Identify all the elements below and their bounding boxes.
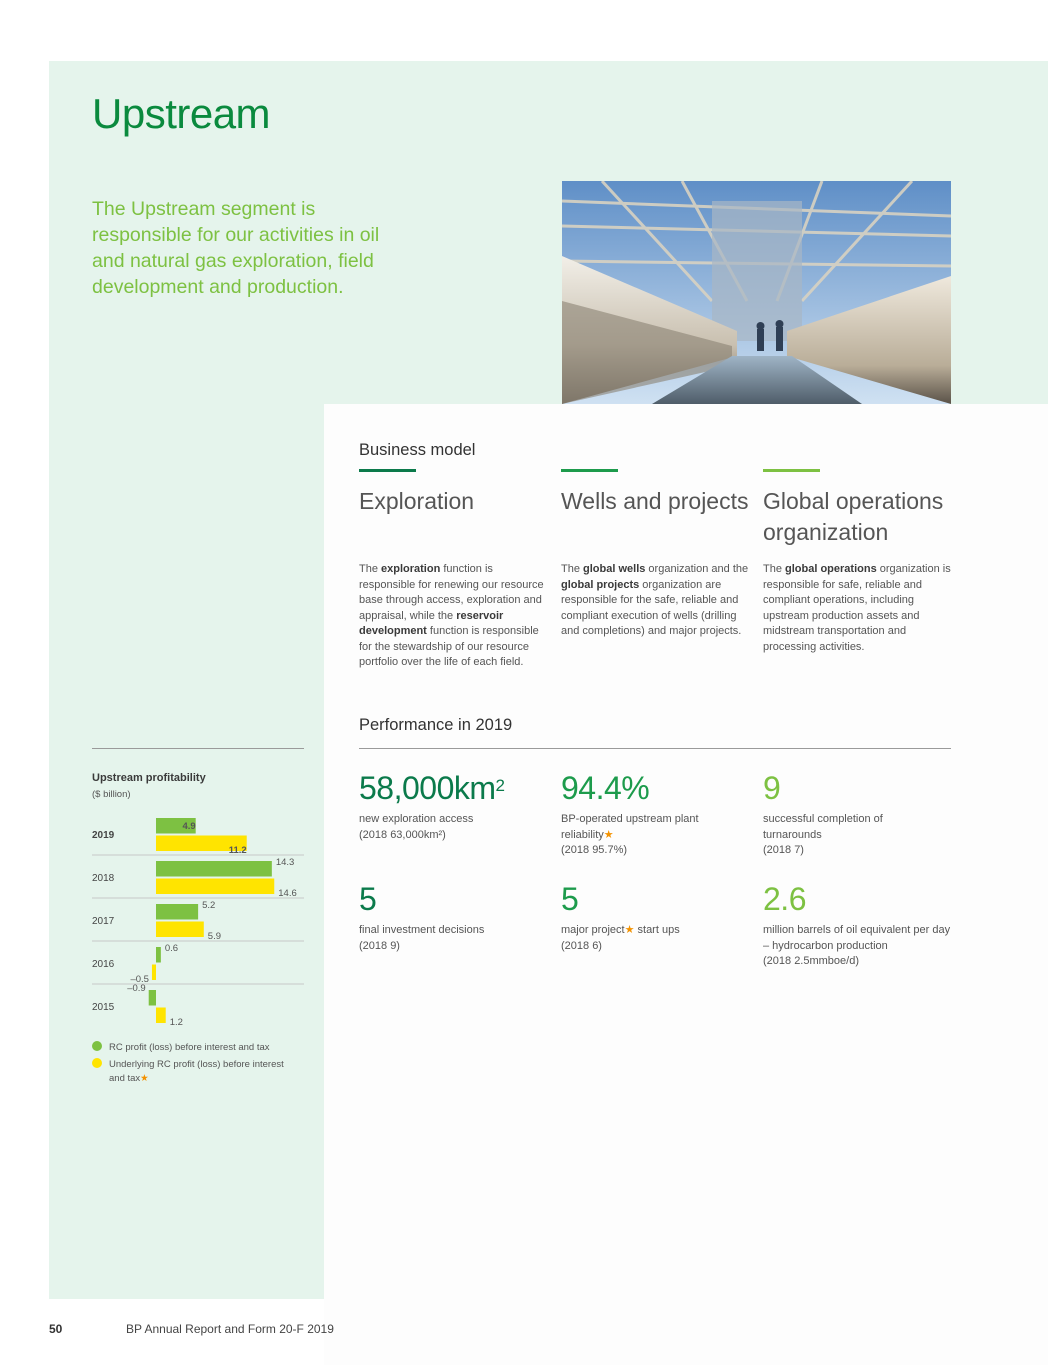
performance-heading: Performance in 2019 — [359, 716, 513, 734]
value-label: 5.2 — [202, 900, 216, 911]
kpi-label: BP-operated upstream plant reliability — [561, 813, 699, 841]
bar-underlying-rc-profit — [156, 879, 274, 895]
kpi-superscript: 2 — [495, 776, 505, 795]
category-label: 2018 — [92, 873, 115, 884]
category-label: 2016 — [92, 959, 115, 970]
column-text — [359, 562, 549, 671]
value-label: 5.9 — [207, 931, 222, 942]
text-run: organization are responsible for the safe, reliable and compliant execution of wells (drilling and completions) and major projects. — [561, 578, 742, 637]
kpi-value: 58,000km — [359, 770, 496, 806]
page-number: 50 — [49, 1322, 63, 1336]
kpi-label: new exploration access — [359, 813, 474, 825]
text-run: function is responsible for renewing our resource base through access, exploration and appraisal, while the — [359, 563, 544, 622]
chart-top-divider — [92, 748, 304, 749]
text-run: organization is responsible for safe, reliable and compliant operations, including upstream production assets and midstream transportation and processing activities. — [763, 563, 951, 653]
legend-label: Underlying RC profit (loss) before interest and tax — [109, 1059, 284, 1084]
bar-underlying-rc-profit — [152, 965, 156, 981]
kpi-comparison: (2018 63,000km²) — [359, 828, 446, 841]
kpi-exploration-access — [359, 770, 549, 843]
category-label: 2017 — [92, 916, 115, 927]
business-model-heading: Business model — [359, 441, 476, 459]
text-run: function is responsible for the stewardship of our resource portfolio over the life of each field. — [359, 625, 539, 668]
bold-term: global operations — [785, 563, 877, 575]
bold-term: exploration — [381, 563, 441, 575]
kpi-label: million barrels of oil equivalent per day – hydrocarbon production — [763, 924, 951, 952]
star-icon: ★ — [140, 1073, 149, 1084]
kpi-value: 9 — [763, 770, 781, 806]
kpi-value: 5 — [561, 881, 579, 917]
intro-text: The Upstream segment is responsible for our activities in oil and natural gas exploration, field development and production. — [92, 198, 380, 298]
category-label: 2015 — [92, 1002, 115, 1013]
column-title: Exploration — [359, 488, 475, 514]
bar-rc-profit — [156, 904, 198, 920]
kpi-label: successful completion of turnarounds — [763, 813, 883, 841]
legend-item-underlying-rc-profit — [92, 1058, 289, 1086]
kpi-value: 2.6 — [763, 881, 806, 917]
star-icon: ★ — [603, 828, 614, 841]
bold-term: reservoir development — [359, 609, 504, 637]
bold-term: global projects — [561, 578, 640, 591]
value-label: 11.2 — [228, 845, 247, 856]
page-title: Upstream — [92, 90, 271, 137]
chart-subtitle: ($ billion) — [92, 789, 131, 800]
kpi-plant-reliability — [561, 770, 751, 859]
kpi-project-startups — [561, 881, 751, 954]
value-label: 4.9 — [182, 821, 196, 832]
kpi-comparison: (2018 7) — [763, 844, 804, 856]
bar-underlying-rc-profit — [156, 1008, 166, 1024]
business-model-column-operations — [763, 469, 953, 655]
bold-term: global wells — [583, 563, 646, 575]
kpi-turnarounds — [763, 770, 953, 859]
value-label: 0.6 — [164, 943, 179, 954]
column-title: Wells and projects — [561, 488, 749, 514]
text-run: organization and the — [645, 563, 749, 575]
industrial-pipes-photo — [562, 181, 951, 404]
kpi-comparison: (2018 2.5mmboe/d) — [763, 955, 859, 967]
value-label: 1.2 — [169, 1017, 183, 1028]
kpi-label: final investment decisions — [359, 924, 485, 936]
text-run: The — [763, 563, 786, 575]
kpi-label-start: major project — [561, 924, 625, 936]
star-icon: ★ — [624, 924, 635, 936]
kpi-value: 94.4% — [561, 770, 650, 806]
kpi-label-end: start ups — [634, 924, 680, 936]
bar-rc-profit — [149, 990, 156, 1006]
column-accent-bar — [561, 469, 618, 472]
bar-rc-profit — [156, 861, 272, 877]
legend-swatch-green — [92, 1041, 102, 1051]
kpi-final-investment-decisions — [359, 881, 549, 954]
column-text — [763, 562, 953, 655]
text-run: The — [359, 563, 382, 575]
text-run: The — [561, 563, 584, 575]
column-accent-bar — [359, 469, 416, 472]
business-model-column-exploration — [359, 469, 549, 671]
chart-title: Upstream profitability — [92, 772, 206, 784]
legend-label: RC profit (loss) before interest and tax — [109, 1042, 270, 1053]
legend-item-rc-profit — [92, 1041, 299, 1055]
category-label: 2019 — [92, 830, 115, 841]
value-label: 14.6 — [278, 888, 297, 899]
bar-underlying-rc-profit — [156, 922, 204, 938]
value-label: –0.5 — [130, 974, 149, 985]
legend-swatch-yellow — [92, 1058, 102, 1068]
bar-rc-profit — [156, 947, 161, 963]
upstream-profitability-chart — [88, 810, 310, 1030]
column-accent-bar — [763, 469, 820, 472]
kpi-value: 5 — [359, 881, 377, 917]
kpi-comparison: (2018 6) — [561, 939, 602, 952]
column-title: Global operations organization — [763, 488, 944, 545]
business-model-column-wells — [561, 469, 751, 640]
performance-divider — [359, 748, 951, 749]
kpi-comparison: (2018 95.7%) — [561, 844, 628, 856]
footer-title: BP Annual Report and Form 20-F 2019 — [126, 1322, 334, 1336]
value-label: –0.9 — [127, 983, 146, 994]
value-label: 14.3 — [275, 857, 295, 868]
column-text — [561, 562, 751, 640]
kpi-hydrocarbon-production — [763, 881, 953, 970]
kpi-comparison: (2018 9) — [359, 939, 400, 952]
